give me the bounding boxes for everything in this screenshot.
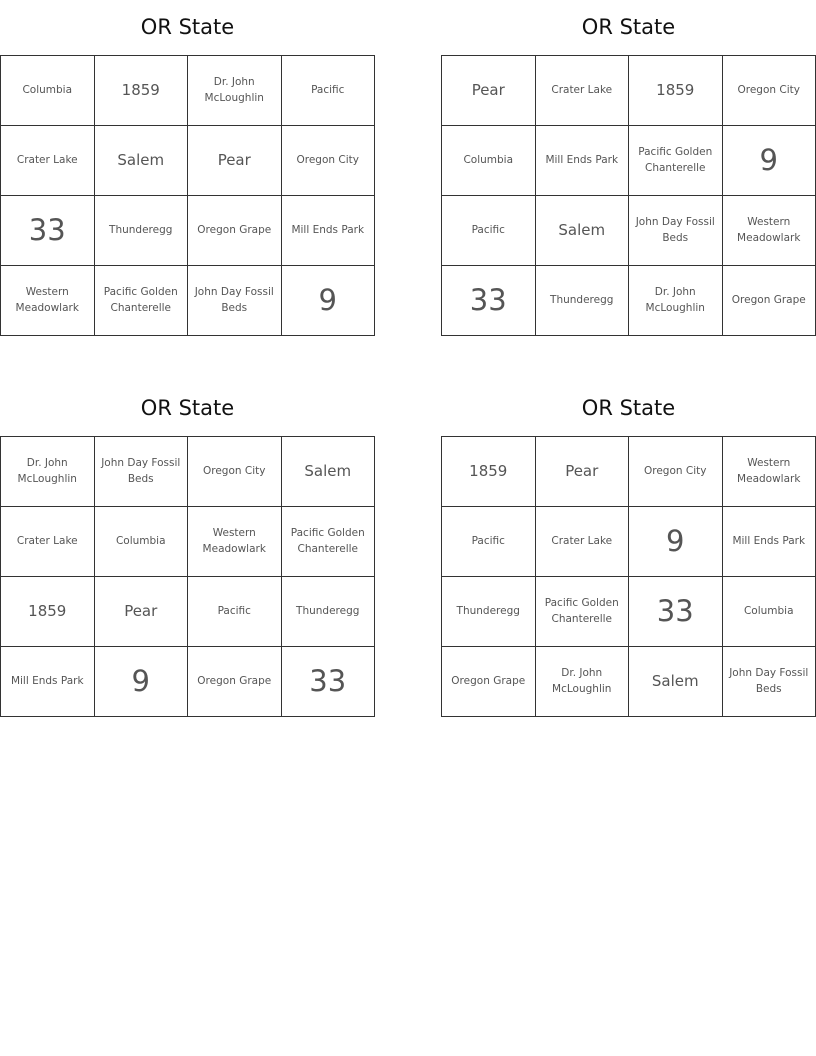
bingo-cell: Salem [536,196,630,266]
bingo-cell: Salem [629,647,723,717]
bingo-cell: John Day Fossil Beds [629,196,723,266]
card-grid [441,55,816,336]
bingo-cell: Thunderegg [95,196,189,266]
bingo-cell: John Day Fossil Beds [188,266,282,336]
bingo-cell: Crater Lake [1,507,95,577]
bingo-cell: Dr. John McLoughlin [1,437,95,507]
bingo-cell: Mill Ends Park [723,507,816,577]
bingo-cell: Pear [95,577,189,647]
bingo-cell: Western Meadowlark [188,507,282,577]
bingo-cell: 1859 [95,56,189,126]
card-grid [441,436,816,717]
card-title: OR State [581,15,676,39]
bingo-card-4 [441,381,816,717]
bingo-cell: Thunderegg [442,577,536,647]
bingo-cell: Oregon City [629,437,723,507]
bingo-cell: Western Meadowlark [1,266,95,336]
bingo-cell: 1859 [1,577,95,647]
bingo-cell: Western Meadowlark [723,196,816,266]
card-title: OR State [140,396,235,420]
bingo-cell: Oregon Grape [188,196,282,266]
card-title: OR State [140,15,235,39]
bingo-cell: 9 [629,507,723,577]
bingo-cell: Pacific Golden Chanterelle [629,126,723,196]
bingo-cell: Pacific Golden Chanterelle [536,577,630,647]
bingo-cell: 33 [629,577,723,647]
bingo-cell: Columbia [723,577,816,647]
bingo-card-3 [0,381,375,717]
bingo-card-2 [441,0,816,336]
bingo-cell: Oregon City [282,126,376,196]
bingo-cell: 33 [1,196,95,266]
bingo-cell: John Day Fossil Beds [95,437,189,507]
bingo-cell: Pear [536,437,630,507]
card-grid [0,436,375,717]
bingo-cell: Pear [188,126,282,196]
bingo-cell: Dr. John McLoughlin [188,56,282,126]
bingo-card-1 [0,0,375,336]
bingo-cell: Pacific [188,577,282,647]
bingo-cell: Salem [95,126,189,196]
bingo-cell: Thunderegg [282,577,376,647]
bingo-cell: Oregon Grape [723,266,816,336]
bingo-cell: Western Meadowlark [723,437,816,507]
bingo-cell: Columbia [1,56,95,126]
bingo-cell: Pacific [442,507,536,577]
bingo-cell: Dr. John McLoughlin [536,647,630,717]
bingo-cell: Crater Lake [536,56,630,126]
bingo-cell: 9 [95,647,189,717]
card-title: OR State [581,396,676,420]
bingo-cell: Mill Ends Park [536,126,630,196]
bingo-cell: Pacific Golden Chanterelle [282,507,376,577]
bingo-cell: Oregon Grape [188,647,282,717]
card-grid [0,55,375,336]
bingo-cell: Mill Ends Park [1,647,95,717]
bingo-cell: Oregon City [188,437,282,507]
bingo-cell: Mill Ends Park [282,196,376,266]
bingo-cell: John Day Fossil Beds [723,647,816,717]
bingo-cell: Oregon Grape [442,647,536,717]
bingo-cell: Thunderegg [536,266,630,336]
bingo-cell: 9 [723,126,816,196]
bingo-cell: Crater Lake [1,126,95,196]
bingo-cell: Pacific [282,56,376,126]
bingo-cell: 1859 [442,437,536,507]
bingo-cell: 9 [282,266,376,336]
bingo-cell: Pear [442,56,536,126]
bingo-cell: Columbia [442,126,536,196]
bingo-cell: 1859 [629,56,723,126]
bingo-cell: Crater Lake [536,507,630,577]
bingo-cell: Dr. John McLoughlin [629,266,723,336]
bingo-cell: Columbia [95,507,189,577]
bingo-cell: Oregon City [723,56,816,126]
bingo-cell: 33 [282,647,376,717]
bingo-cell: Salem [282,437,376,507]
bingo-cell: Pacific [442,196,536,266]
bingo-cell: Pacific Golden Chanterelle [95,266,189,336]
bingo-cell: 33 [442,266,536,336]
